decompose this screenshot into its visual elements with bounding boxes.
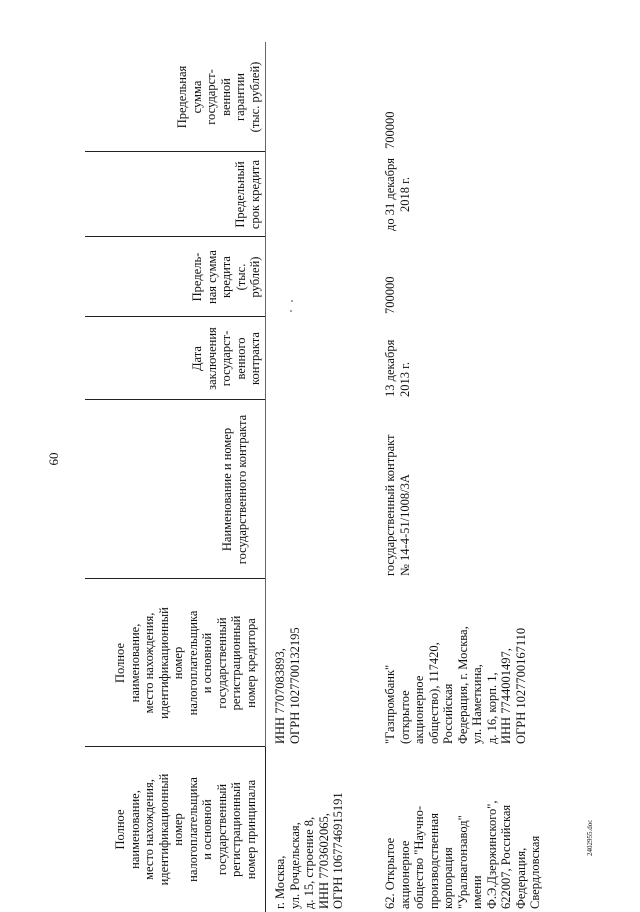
header-credit-term: Предельный срок кредита bbox=[233, 159, 262, 230]
row1-creditor: ИНН 7707083893, ОГРН 1027700132195 bbox=[273, 627, 302, 744]
header-credit-amount: Предель- ная сумма кредита (тыс. рублей) bbox=[190, 250, 262, 304]
row2-credit-amount: 700000 bbox=[383, 276, 397, 314]
divider-dot bbox=[290, 310, 292, 312]
header-divider bbox=[265, 747, 266, 912]
header-contract: Наименование и номер государственного контракта bbox=[220, 414, 249, 565]
row1-principal: г. Москва, ул. Рочдельская, д. 15, строение 8, ИНН 7703602065, ОГРН 1067746915191 bbox=[273, 792, 345, 909]
row2-contract-date: 13 декабря 2013 г. bbox=[383, 339, 412, 397]
row2-principal: 62. Открытое акционерное общество "Научно- производственная корпорация "Уралвагонзавод" имени Ф.Э.Дзержинского", 622007, Российская Федерация, Свердловская bbox=[383, 800, 542, 909]
header-creditor: Полное наименование, место нахождения, идентификационный номер налогоплательщика и основной государственный регистрационный номер кредитора bbox=[113, 607, 258, 719]
document-id: 2402955.doc bbox=[586, 819, 594, 856]
row2-credit-term: до 31 декабря 2018 г. bbox=[383, 157, 412, 232]
page-number: 60 bbox=[46, 452, 61, 466]
header-guarantee-amount: Предельная сумма государст- венной гарантии (тыс. рублей) bbox=[175, 61, 262, 133]
header-divider bbox=[265, 42, 266, 747]
header-contract-date: Дата заключения государст- венного контракта bbox=[190, 327, 262, 390]
row2-contract: государственный контракт № 14-4-51/1008/3А bbox=[383, 434, 412, 576]
row2-creditor: "Газпромбанк" (открытое акционерное общество), 117420, Российская Федерация, г. Москва, ул. Наметкина, д. 16, корп. 1, ИНН 7744001497, ОГРН 1027700167110 bbox=[383, 626, 528, 744]
divider-dot bbox=[291, 300, 293, 302]
guarantee-table bbox=[85, 42, 615, 912]
row2-guarantee-amount: 700000 bbox=[383, 111, 397, 149]
header-principal: Полное наименование, место нахождения, идентификационный номер налогоплательщика и основной государственный регистрационный номер принципала bbox=[113, 773, 258, 886]
